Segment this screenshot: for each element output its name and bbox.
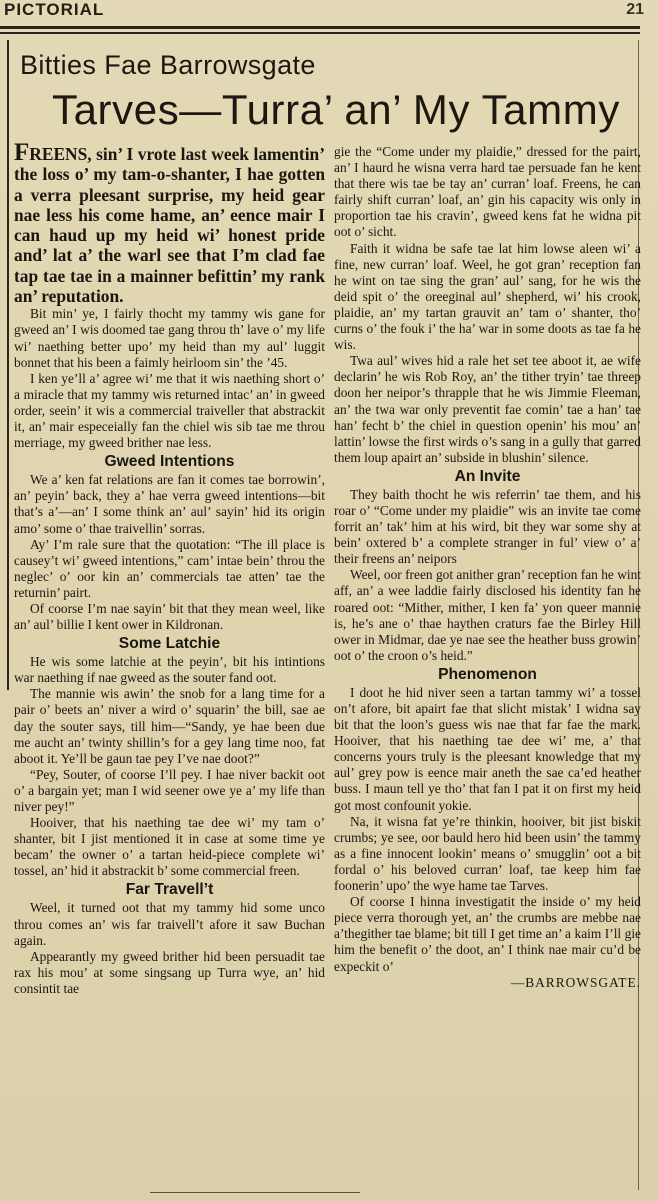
- paragraph: We a’ ken fat relations are fan it comes tae borrowin’, an’ peyin’ back, they a’ hae verra gweed intentions—bit that’s a’—an’ I some think an’ aul’ sayin’ hid its origin amo’ some o’ thae traivellin’ sorras.: [14, 472, 325, 536]
- paragraph-text: REENS, sin’ I vrote last week lamentin’ the loss o’ my tam-o-shanter, I hae gotten a verra pleesant surprise, my heid gear nae less his come hame, an’ eence mair I can haud up my heid wi’ honest pride and’ lat a’ the warl see that I’m clad fae tap tae tae in a mainner befittin’ my rank an’ reputation.: [14, 144, 325, 307]
- paragraph: They baith thocht he wis referrin’ tae them, and his roar o’ “Come under my plaidie” wis an invite tae come forrit an’ tak’ him at his wird, bit they war some shy at bein’ oxtered b’ a complete stranger in ful’ view o’ a’ their freens an’ neipors: [334, 486, 641, 567]
- article-column-right: [334, 144, 641, 991]
- paragraph: Ay’ I’m rale sure that the quotation: “The ill place is causey’t wi’ gweed intentions,” cam’ intae bein’ throu the neglec’ o’ oor kin an’ commercials tae atten’ tae the returnin’ pairt.: [14, 536, 325, 600]
- paragraph: Of coorse I hinna investigatit the inside o’ my heid piece verra thorough yet, an’ the crumbs are mebbe nae a’thegither tae blame; bit till I get time an’ a kaim I’ll gie him the benefit o’ the doot, an’ I think nae mair cu’d be expeckit o’: [334, 894, 641, 974]
- article-headline: Bitties Fae Barrowsgate: [20, 50, 316, 80]
- section-heading: Far Travell’t: [125, 881, 214, 899]
- section-heading: Gweed Intentions: [104, 453, 235, 471]
- paragraph: Na, it wisna fat ye’re thinkin, hooiver, bit jist biskit crumbs; ye see, oor bauld hero hid been usin’ the tammy as a fine innocent lookin’ means o’ smugglin’ oot a bit fordal o’ his beloved curran’ loaf, tae keep him fae foonerin’ upo’ the wye hame tae Tarves.: [334, 813, 641, 894]
- paragraph: I doot he hid niver seen a tartan tammy wi’ a tossel on’t afore, bit apairt fae that slicht mistak’ I widna say bit that the loon’s guess wis nae that far fae the mark. Hooiver, that his naething tae dee wi’ me, a’ that concerns yours truly is the pleesant knowledge that my aul’ grey pow is eence mair aneth the sae ca’ed heather buss. I maun tell ye tho’ that fan I pat it on first my heid got most confounit yokie.: [334, 684, 641, 813]
- paragraph: Twa aul’ wives hid a rale het set tee aboot it, ae wife declarin’ he wis Rob Roy, an’ the tither tryin’ tae threep doon her neipor’s thrapple that he wis Jimmie Fleeman, an’ the twa war only preventit fae comin’ tae a han’ tae han’ fecht b’ the chiel in question openin’ his mou’ an’ lattin’ lowse the first wirds o’s sang in a gully that garred them loup apairt an’ subside in blushin’ silence.: [334, 353, 641, 465]
- paragraph: He wis some latchie at the peyin’, bit his intintions war naething if nae gweed as the souter fand oot.: [14, 654, 325, 686]
- page-number: 21: [626, 1, 644, 18]
- paragraph: Weel, it turned oot that my tammy hid some unco throu comes an’ wis far traivell’t afore it saw Buchan again.: [14, 900, 325, 948]
- section-heading: Phenomenon: [438, 665, 537, 683]
- article-title: Tarves—Turra’ an’ My Tammy: [52, 86, 620, 133]
- header-rule-thin: [0, 32, 640, 34]
- section-heading: An Invite: [454, 467, 521, 485]
- header-rule: [0, 26, 640, 29]
- section-heading: Some Latchie: [118, 635, 221, 653]
- drop-cap: F: [14, 139, 30, 166]
- paragraph: Weel, oor freen got anither gran’ reception fan he wint aff, an’ a wee laddie fairly disclosed his identity fan he roared oot: “Mither, mither, I ken fa’ yon queer mannie is, he’s ane o’ thae haythen craturs fae the Birley Hill ower in Midmar, dae ye nae see the heather buss growin’ oot o’ the croon o’s heid.”: [334, 567, 641, 663]
- paragraph: Faith it widna be safe tae lat him lowse aleen wi’ a fine, new curran’ loaf. Weel, he got gran’ reception fan he wint on tae sing the gran’ aul’ sang, for he wis the deid spit o’ the oreeginal aul’ shepherd, wi’ his crook, plaidie, an’ my tartan grauvit an’ tam o’ shanter, tho’ curns o’ the fouk i’ the ha’ war in some doots as tae fa he wis.: [334, 240, 641, 353]
- author-signature: —BARROWSGATE.: [510, 974, 641, 990]
- paragraph: Hooiver, that his naething tae dee wi’ my tam o’ shanter, bit I jist mentioned it in case at some time ye becam’ the owner o’ a tartan heid-piece complete wi’ tossel, an’ hid it abstrackit b’ some commercial freen.: [14, 815, 325, 879]
- paragraph: The mannie wis awin’ the snob for a lang time for a pair o’ beets an’ niver a wird o’ squarin’ the bill, sae ae day the souter says, till him—“Sandy, ye hae been due me aucht an’ twinty shillin’s for a gey lang time noo, fat aboot it. Ye’ll be gaun tae pey I’ve nae doot?”: [14, 686, 325, 766]
- publication-masthead: PICTORIAL: [4, 0, 105, 19]
- bottom-rule: [150, 1192, 360, 1193]
- paragraph: Bit min’ ye, I fairly thocht my tammy wis gane for gweed an’ I wis doomed tae gang throu th’ lave o’ my life wi’ naething better upo’ my heid than my aul’ luggit bonnet that his been a faimly heirloom sin’ the ’45.: [14, 306, 325, 370]
- paragraph: Appearantly my gweed brither hid been persuadit tae rax his mou’ at some singsang up Turra wye, an’ hid consintit tae: [14, 948, 325, 996]
- paragraph: gie the “Come under my plaidie,” dressed for the pairt, an’ I haurd he wisna verra hard tae persuade fan he kent that there wis tae be tay an’ curran’ loaf. Freens, he can fairly shift curran’ loaf, an’ gin his capacity wis only in proportion tae his cravin’, gweed kens fat he widna pit oot o’ sicht.: [334, 144, 641, 240]
- paragraph: I ken ye’ll a’ agree wi’ me that it wis naething short o’ a miracle that my tammy wis returned intac’ an’ in gweed order, seein’ it wis a commercial traiveller that abstrackit it, an’ mair especeially fan the chiel wis sib tae me throu merriage, my gweed brither nae less.: [14, 370, 325, 451]
- paragraph: Of coorse I’m nae sayin’ bit that they mean weel, like an’ aul’ billie I kent ower in Kildronan.: [14, 600, 325, 633]
- article-column-left: [14, 139, 325, 997]
- column-border-left: [7, 40, 9, 690]
- paragraph: “Pey, Souter, of coorse I’ll pey. I hae niver backit oot o’ a bargain yet; man I wid seener owe ye a’ my life than niver pey!”: [14, 766, 325, 814]
- paragraph: [14, 139, 325, 307]
